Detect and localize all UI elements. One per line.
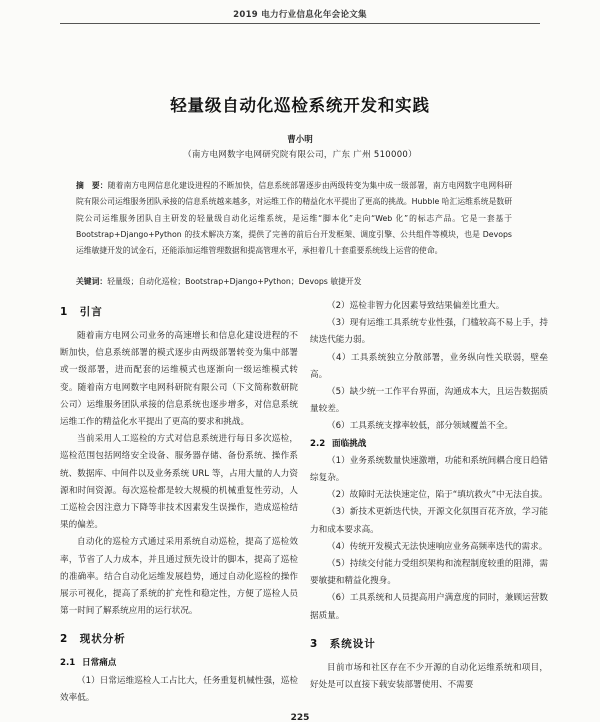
paper-affiliation: （南方电网数字电网研究院有限公司，广东 广州 510000） (183, 150, 417, 160)
right-column (310, 298, 548, 694)
section-1-heading: 1 引言 (60, 306, 103, 318)
list-item: （3）新技术更新迭代快，开源文化氛围百花齐放，学习能力和成本要求高。 (310, 507, 548, 535)
section-1-paragraph: 当前采用人工巡检的方式对信息系统进行每日多次巡检，巡检范围包括网络安全设备、服务器存储、备份系统、操作系统、数据库、中间件以及业务系统 URL 等，占用大量的人力资源和时间资源。每次巡检都是较大规模的机械重复性劳动，人工巡检会因注意力下降等非技术因素发生误操作，造成巡检结果的偏差。 (60, 434, 298, 531)
list-item: （1）业务系统数量快速激增，功能和系统间耦合度日趋错综复杂。 (310, 455, 548, 484)
abstract-label: 摘 要： (76, 181, 108, 190)
section-1-paragraph: 随着南方电网公司业务的高速增长和信息化建设进程的不断加快，信息系统部署的模式逐步由两级部署转变为集中部署或一级部署，进而配套的运维模式也逐渐向一级运维模式转变。随着南方电网数字电网科研院有限公司（下文简称数研院公司）运维服务团队承接的信息系统也逐步增多，对信息系统运维工作的精益化水平提出了更高的要求和挑战。 (60, 331, 298, 428)
section-3-heading: 3 系统设计 (310, 637, 376, 650)
left-column (60, 302, 298, 707)
section-1-paragraph: 自动化的巡检方式通过采用系统自动巡检，提高了巡检效率，节省了人力成本，并且通过预先设计的脚本，提高了巡检的准确率。结合自动化运维发展趋势，通过自动化巡检的操作展示可视化，提高了系统的扩充性和稳定性，方便了巡检人员第一时间了解系统应用的运行状况。 (60, 537, 298, 617)
subsection-title: 面临挑战 (332, 438, 367, 449)
list-item: （4）工具系统独立分散部署，业务纵向性关联弱，壁垒高。 (310, 352, 548, 380)
section-2-heading: 2 现状分析 (60, 633, 126, 646)
list-item: （5）缺少统一工作平台界面，沟通成本大，且运告数据质量较差。 (310, 387, 548, 415)
running-title: 2019 电力行业信息化年会论文集 (233, 10, 367, 20)
list-item: （2）故障时无法快速定位，陷于“填坑救火”中无法自拔。 (327, 490, 548, 501)
list-item: （5）持续交付能力受组织架构和流程制度较重的阻滞，需要敏捷和精益化搜身。 (310, 559, 548, 587)
list-item: （2）巡检非智力化因素导致结果偏差比重大。 (327, 301, 505, 311)
abstract (76, 178, 512, 259)
paper-title: 轻量级自动化巡检系统开发和实践 (170, 96, 430, 115)
keywords-text: 轻量级；自动化巡检；Bootstrap+Django+Python；Devops 敏捷开发 (107, 277, 362, 286)
paper-author: 曹小明 (287, 135, 313, 145)
subsection-title: 日常痛点 (82, 658, 117, 669)
abstract-text: 随着南方电网信息化建设进程的不断加快，信息系统部署逐步由两级转变为集中成一级部署，南方电网数字电网科研院有限公司运维服务团队承接的信息系统越来越多，对运维工作的精益化水平提出了更高的挑战。Hubble 哈汇运维系统是数研院公司运维服务团队自主研发的轻量级自动化运维系统，是运维“脚本化”走向“Web 化”的标志产品。它是一套基于 Bootstrap+Django+Python 的技术解决方案，提供了完善的前后台开发框架、调度引擎、公共组件等模块，也是 Devops 运维敏捷开发的试金石，还能添加运维管理数据和提高管理水平，承担着几十套重要系统线上运营的使命。 (76, 181, 512, 256)
subsection-number: 2.1 (60, 658, 76, 669)
list-item: （6）工具系统支撑率较低，部分领域覆盖不全。 (327, 421, 513, 432)
subsection-2-2-heading (310, 436, 548, 453)
list-item: （1）日常运维巡检人工占比大，任务重复机械性强，巡检效率低。 (60, 675, 298, 703)
list-item: （3）现有运维工具系统专业性强，门槛较高不易上手，持续迭代能力弱。 (310, 318, 548, 346)
page-number: 225 (290, 713, 310, 722)
header-divider (60, 23, 540, 24)
section-3-paragraph: 目前市场和社区存在不少开源的自动化运维系统和项目，好处是可以直接下载安装部署使用、不需要 (310, 662, 548, 691)
subsection-2-1-heading (60, 655, 298, 672)
keywords (76, 275, 512, 289)
subsection-number: 2.2 (310, 438, 326, 449)
list-item: （6）工具系统和人员提高用户满意度的同时，兼顾运营数据质量。 (310, 593, 548, 621)
list-item: （4）传统开发模式无法快速响应业务高频率迭代的需求。 (327, 541, 548, 552)
keywords-label: 关键词： (76, 277, 108, 286)
